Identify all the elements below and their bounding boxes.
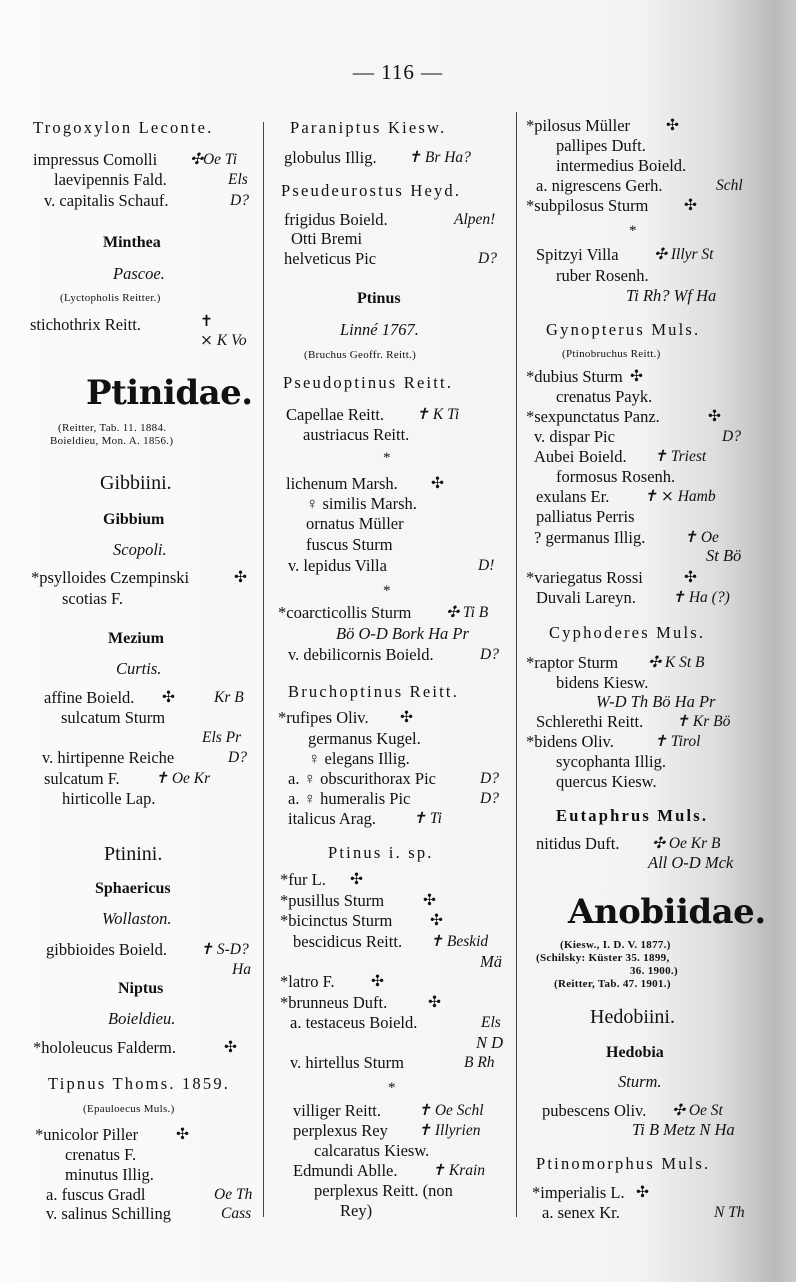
distribution-note: ✣ [431, 475, 444, 492]
species-entry: *subpilosus Sturm [526, 196, 649, 215]
species-entry: v. debilicornis Boield. [288, 645, 434, 664]
species-entry: frigidus Boield. [284, 210, 388, 229]
distribution-note: ✝ Ti [413, 810, 442, 827]
species-entry: *bidens Oliv. [526, 732, 614, 751]
species-entry: bidens Kiesw. [556, 673, 649, 692]
reference-note: 36. 1900.) [630, 965, 678, 977]
genus-heading: Trogoxylon Leconte. [33, 118, 214, 137]
tribe-heading: Hedobiini. [590, 1006, 675, 1028]
distribution-note: ✣Oe Ti [190, 151, 238, 168]
distribution-note: ✣ [224, 1039, 237, 1056]
species-entry: *raptor Sturm [526, 653, 619, 672]
species-entry: affine Boield. [44, 688, 135, 707]
species-entry: sycophanta Illig. [556, 752, 666, 771]
species-entry: a. senex Kr. [542, 1203, 620, 1222]
species-entry: *dubius Sturm [526, 367, 623, 386]
species-entry: villiger Reitt. [293, 1101, 381, 1120]
species-entry: *brunneus Duft. [280, 993, 388, 1012]
species-entry: Duvali Lareyn. [536, 588, 636, 607]
synonym-note: (Bruchus Geoffr. Reitt.) [304, 349, 417, 361]
distribution-note: Els Pr [202, 729, 242, 746]
species-entry: laevipennis Fald. [54, 170, 167, 189]
distribution-note: ✣ K St B [648, 654, 705, 671]
genus-heading: Pseudoptinus Reitt. [283, 373, 454, 392]
species-entry: crenatus Payk. [556, 387, 653, 406]
distribution-note: ✝ Triest [654, 448, 707, 465]
distribution-note: Els [228, 171, 248, 188]
species-entry: *sexpunctatus Panz. [526, 407, 660, 426]
distribution-note: ✣ [708, 408, 721, 425]
distribution-note: Oe Th [214, 1186, 253, 1203]
species-entry: *pilosus Müller [526, 116, 631, 135]
author-line: Wollaston. [102, 909, 172, 928]
species-entry: Spitzyi Villa [536, 245, 619, 264]
species-entry: perplexus Rey [293, 1121, 388, 1140]
author-line: Pascoe. [113, 264, 165, 283]
distribution-note: St Bö [706, 546, 742, 565]
species-entry: crenatus F. [65, 1145, 137, 1164]
distribution-note: ✣ [350, 871, 363, 888]
page-number: — 116 — [352, 60, 444, 84]
section-asterisk: * [383, 450, 391, 466]
species-entry: ♀ similis Marsh. [306, 494, 417, 513]
species-entry: Edmundi Ablle. [293, 1161, 398, 1180]
species-entry: calcaratus Kiesw. [314, 1141, 430, 1160]
genus-heading: Gynopterus Muls. [546, 320, 701, 339]
distribution-note: ✣ [423, 892, 436, 909]
species-entry: a. nigrescens Gerh. [536, 176, 663, 195]
species-entry: germanus Kugel. [308, 729, 421, 748]
species-entry: ornatus Müller [306, 514, 404, 533]
distribution-note: N Th [714, 1204, 745, 1221]
section-asterisk: * [629, 223, 637, 239]
genus-heading: Minthea [103, 234, 161, 251]
species-entry: quercus Kiesw. [556, 772, 657, 791]
distribution-note: ✝ [200, 313, 213, 330]
distribution-note: W-D Th Bö Ha Pr [596, 692, 716, 711]
author-line: Scopoli. [113, 540, 167, 559]
distribution-note: ✣ Oe St [672, 1102, 723, 1119]
genus-heading: Pseudeurostus Heyd. [281, 181, 462, 200]
species-entry: *psylloides Czempinski [31, 568, 190, 587]
genus-heading: Sphaericus [95, 880, 171, 897]
genus-heading: Niptus [118, 980, 164, 997]
distribution-note: ✝ Ha (?) [672, 589, 730, 606]
genus-heading: Bruchoptinus Reitt. [288, 682, 460, 701]
species-entry: ruber Rosenh. [556, 266, 649, 285]
species-entry: a. ♀ humeralis Pic [288, 789, 411, 808]
tribe-heading: Ptinini. [104, 843, 163, 865]
species-entry: globulus Illig. [284, 148, 377, 167]
distribution-note: ✣ [684, 569, 697, 586]
species-entry: sulcatum Sturm [61, 708, 166, 727]
distribution-note: B Rh [464, 1054, 495, 1071]
distribution-note: ✣ [666, 117, 679, 134]
distribution-note: ✣ [400, 709, 413, 726]
family-heading: Anobiidae. [568, 892, 766, 932]
distribution-note: ✝ Oe Schl [418, 1102, 484, 1119]
reference-note: (Kiesw., I. D. V. 1877.) [560, 939, 671, 951]
distribution-note: D? [722, 428, 741, 445]
species-entry: v. hirtipenne Reiche [42, 748, 175, 767]
distribution-note: ✣ Oe Kr B [652, 835, 721, 852]
distribution-note: ✣ [684, 197, 697, 214]
species-entry: *fur L. [280, 870, 326, 889]
distribution-note: ✝ Br Ha? [408, 149, 471, 166]
species-entry: v. dispar Pic [534, 427, 615, 446]
species-entry: helveticus Pic [284, 249, 377, 268]
genus-heading: Mezium [108, 630, 164, 647]
genus-heading: Ptinus i. sp. [328, 843, 434, 862]
distribution-note: Bö O-D Bork Ha Pr [336, 624, 469, 643]
species-entry: Capellae Reitt. [286, 405, 385, 424]
species-entry: *bicinctus Sturm [280, 911, 393, 930]
distribution-note: D! [478, 557, 495, 574]
species-entry: Aubei Boield. [534, 447, 627, 466]
species-entry: *unicolor Piller [35, 1125, 139, 1144]
species-entry: fuscus Sturm [306, 535, 393, 554]
distribution-note: D? [480, 770, 499, 787]
reference-note: (Reitter, Tab. 11. 1884. [58, 422, 167, 434]
species-entry: *latro F. [280, 972, 335, 991]
species-entry: *rufipes Oliv. [278, 708, 369, 727]
species-entry: intermedius Boield. [556, 156, 687, 175]
species-entry: ? germanus Illig. [534, 528, 646, 547]
genus-heading: Ptinomorphus Muls. [536, 1154, 711, 1173]
species-entry: v. capitalis Schauf. [44, 191, 169, 210]
species-entry: *variegatus Rossi [526, 568, 643, 587]
distribution-note: ✝ Krain [432, 1162, 486, 1179]
distribution-note: Schl [716, 177, 743, 194]
species-entry: v. lepidus Villa [288, 556, 387, 575]
species-entry: bescidicus Reitt. [293, 932, 403, 951]
species-entry: minutus Illig. [65, 1165, 154, 1184]
column-rule-left [263, 122, 264, 1217]
column-rule-right [516, 112, 517, 1217]
species-entry: austriacus Reitt. [303, 425, 410, 444]
species-entry: Rey) [340, 1201, 373, 1220]
species-entry: a. ♀ obscurithorax Pic [288, 769, 437, 788]
genus-heading: Cyphoderes Muls. [549, 623, 706, 642]
section-asterisk: * [388, 1080, 396, 1096]
distribution-note: Ti Rh? Wf Ha [626, 286, 717, 305]
genus-heading: Ptinus [357, 290, 401, 307]
species-entry: italicus Arag. [288, 809, 376, 828]
species-entry: *hololeucus Falderm. [33, 1038, 176, 1057]
distribution-note: ✣ Ti B [446, 604, 489, 621]
family-heading: Ptinidae. [86, 373, 253, 413]
distribution-note: ✣ Illyr St [654, 246, 714, 263]
distribution-note: ✣ [636, 1184, 649, 1201]
genus-heading: Tipnus Thoms. 1859. [48, 1074, 231, 1093]
distribution-note: ✣ [428, 994, 441, 1011]
distribution-note: ✣ [430, 912, 443, 929]
distribution-note: ✝ Oe Kr [155, 770, 211, 787]
species-entry: a. fuscus Gradl [46, 1185, 146, 1204]
species-entry: ♀ elegans Illig. [308, 749, 410, 768]
genus-heading: Gibbium [103, 511, 165, 528]
distribution-note: Els [481, 1014, 501, 1031]
distribution-note: ✝ S-D? [200, 941, 249, 958]
distribution-note: Ha [232, 961, 251, 978]
distribution-note: ✝ Kr Bö [676, 713, 731, 730]
distribution-note: ✝ ⨯ Hamb [644, 488, 716, 505]
genus-heading: Paraniptus Kiesw. [290, 118, 447, 137]
synonym-note: (Lyctopholis Reitter.) [60, 292, 161, 304]
distribution-note: ✝ K Ti [416, 406, 460, 423]
distribution-note: D? [478, 250, 497, 267]
distribution-note: ✝ Illyrien [418, 1122, 481, 1139]
synonym-note: (Epauloecus Muls.) [83, 1103, 175, 1115]
distribution-note: Kr B [214, 689, 244, 706]
distribution-note: ✣ [234, 569, 247, 586]
distribution-note: Ti B Metz N Ha [632, 1120, 735, 1139]
distribution-note: All O-D Mck [648, 853, 734, 872]
species-entry: exulans Er. [536, 487, 610, 506]
species-entry: *pusillus Sturm [280, 891, 385, 910]
reference-note: (Reitter, Tab. 47. 1901.) [554, 978, 671, 990]
distribution-note: ✣ [630, 368, 643, 385]
author-line: Boieldieu. [108, 1009, 176, 1028]
species-entry: palliatus Perris [536, 507, 635, 526]
distribution-note: ✝ Beskid [430, 933, 489, 950]
species-entry: sulcatum F. [44, 769, 120, 788]
distribution-note: ✣ [162, 689, 175, 706]
species-entry: perplexus Reitt. (non [314, 1181, 453, 1200]
species-entry: *coarcticollis Sturm [278, 603, 412, 622]
species-entry: pallipes Duft. [556, 136, 646, 155]
species-entry: Otti Bremi [291, 229, 363, 248]
species-entry: hirticolle Lap. [62, 789, 156, 808]
species-entry: Schlerethi Reitt. [536, 712, 644, 731]
species-entry: v. hirtellus Sturm [290, 1053, 404, 1072]
distribution-note: D? [480, 790, 499, 807]
author-line: Sturm. [618, 1072, 662, 1091]
reference-note: Boieldieu, Mon. A. 1856.) [50, 435, 174, 447]
distribution-note: N D [476, 1033, 504, 1052]
species-entry: pubescens Oliv. [542, 1101, 647, 1120]
species-entry: *imperialis L. [532, 1183, 625, 1202]
distribution-note: ✣ [176, 1126, 189, 1143]
distribution-note: Mä [480, 952, 502, 971]
distribution-note: ⨯ K Vo [200, 332, 247, 349]
reference-note: (Schilsky: Küster 35. 1899, [536, 952, 670, 964]
tribe-heading: Gibbiini. [100, 472, 172, 494]
genus-heading: Eutaphrus Muls. [556, 806, 709, 825]
distribution-note: ✝ Oe [684, 529, 719, 546]
distribution-note: D? [228, 749, 247, 766]
distribution-note: ✣ [371, 973, 384, 990]
species-entry: formosus Rosenh. [556, 467, 676, 486]
species-entry: stichothrix Reitt. [30, 315, 141, 334]
distribution-note: D? [480, 646, 499, 663]
species-entry: gibbioides Boield. [46, 940, 167, 959]
species-entry: lichenum Marsh. [286, 474, 398, 493]
author-line: Curtis. [116, 659, 162, 678]
species-entry: nitidus Duft. [536, 834, 620, 853]
species-entry: a. testaceus Boield. [290, 1013, 418, 1032]
species-entry: v. salinus Schilling [46, 1204, 171, 1223]
species-entry: impressus Comolli [33, 150, 158, 169]
distribution-note: Cass [221, 1205, 252, 1222]
species-entry: scotias F. [62, 589, 124, 608]
synonym-note: (Ptinobruchus Reitt.) [562, 348, 661, 360]
section-asterisk: * [383, 583, 391, 599]
distribution-note: Alpen! [454, 211, 496, 228]
author-line: Linné 1767. [340, 320, 419, 339]
genus-heading: Hedobia [606, 1044, 664, 1061]
distribution-note: ✝ Tirol [654, 733, 701, 750]
distribution-note: D? [230, 192, 249, 209]
